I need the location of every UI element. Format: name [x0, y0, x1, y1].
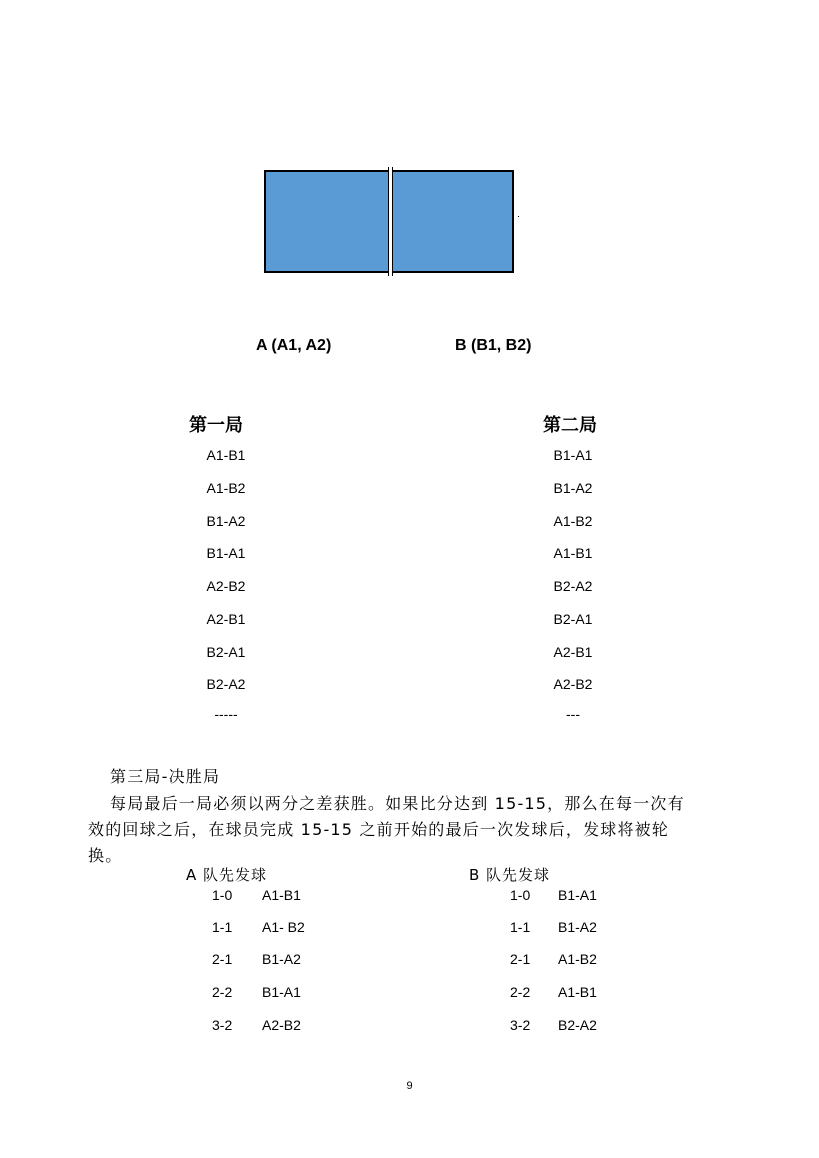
game1-serve-item: A1-B2 — [206, 480, 246, 496]
b-serve-score: 1-1 — [510, 919, 531, 935]
game1-serve-item: B2-A2 — [206, 676, 246, 692]
a-serve-score: 1-1 — [212, 919, 233, 935]
game2-serve-item: B2-A2 — [553, 578, 593, 594]
game1-continuation: ----- — [214, 706, 238, 722]
team-b-label: B (B1, B2) — [455, 337, 532, 354]
game2-serve-item: A2-B2 — [553, 676, 593, 692]
team-a-label: A (A1, A2) — [256, 337, 332, 354]
b-serve-score: 3-2 — [510, 1017, 531, 1033]
b-serve-pair: B2-A2 — [558, 1017, 597, 1033]
game1-serve-item: A2-B2 — [206, 578, 246, 594]
b-serve-pair: A1-B1 — [558, 984, 597, 1000]
a-serve-pair: B1-A1 — [262, 984, 301, 1000]
a-serve-score: 2-1 — [212, 951, 233, 967]
game1-title: 第一局 — [189, 415, 243, 436]
game2-title: 第二局 — [543, 415, 597, 436]
game1-serve-item: A2-B1 — [206, 611, 246, 627]
b-serve-score: 2-2 — [510, 984, 531, 1000]
game3-rule-line: 每局最后一局必须以两分之差获胜。如果比分达到 15-15，那么在每一次有 — [110, 794, 685, 813]
game2-serve-item: B2-A1 — [553, 611, 593, 627]
game1-serve-item: A1-B1 — [206, 447, 246, 463]
a-serve-pair: B1-A2 — [262, 951, 301, 967]
a-serve-pair: A1-B1 — [262, 887, 301, 903]
game2-serve-item: A2-B1 — [553, 644, 593, 660]
game2-continuation: --- — [566, 706, 580, 722]
game3-heading: 第三局-决胜局 — [110, 767, 221, 786]
a-serve-pair: A2-B2 — [262, 1017, 301, 1033]
game1-serve-item: B1-A2 — [206, 513, 246, 529]
game2-serve-item: B1-A2 — [553, 480, 593, 496]
b-serve-pair: B1-A1 — [558, 887, 597, 903]
b-serve-score: 2-1 — [510, 951, 531, 967]
stray-dot — [518, 216, 519, 217]
a-serve-score: 2-2 — [212, 984, 233, 1000]
page-number: 9 — [406, 1080, 413, 1092]
b-serve-score: 1-0 — [510, 887, 531, 903]
b-serve-pair: A1-B2 — [558, 951, 597, 967]
a-serves-title: A 队先发球 — [186, 866, 268, 884]
game3-rule-line: 换。 — [88, 846, 123, 865]
b-serves-title: B 队先发球 — [469, 866, 551, 884]
game1-serve-item: B1-A1 — [206, 545, 246, 561]
court-net — [388, 167, 393, 276]
game2-serve-item: A1-B2 — [553, 513, 593, 529]
a-serve-score: 1-0 — [212, 887, 233, 903]
game3-rule-line: 效的回球之后，在球员完成 15-15 之前开始的最后一次发球后，发球将被轮 — [88, 820, 670, 839]
game2-serve-item: B1-A1 — [553, 447, 593, 463]
a-serve-pair: A1- B2 — [262, 919, 305, 935]
b-serve-pair: B1-A2 — [558, 919, 597, 935]
game2-serve-item: A1-B1 — [553, 545, 593, 561]
game1-serve-item: B2-A1 — [206, 644, 246, 660]
a-serve-score: 3-2 — [212, 1017, 233, 1033]
